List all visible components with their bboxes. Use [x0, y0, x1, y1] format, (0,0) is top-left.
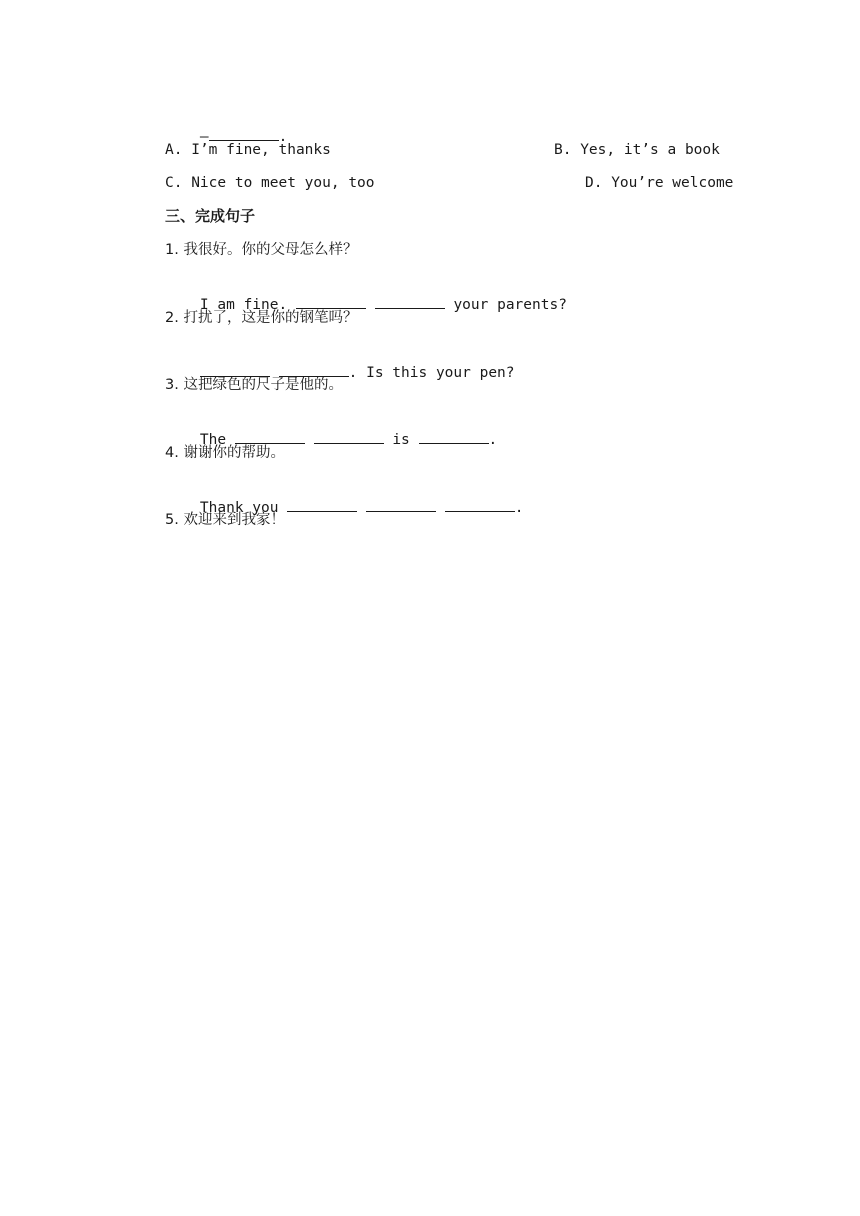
question-4-text-after: .: [514, 500, 524, 516]
question-1-text-before: I am fine.: [199, 297, 288, 313]
section-title: 三、完成句子: [165, 207, 256, 225]
question-4-blank-3[interactable]: [445, 497, 515, 512]
question-2-text-after: . Is this your pen?: [348, 365, 515, 381]
option-a: A. I’m fine, thanks: [165, 142, 331, 158]
question-4-text-before: Thank you: [199, 500, 279, 516]
option-c: C. Nice to meet you, too: [165, 175, 375, 191]
question-4-blank-1[interactable]: [287, 497, 357, 512]
option-b: B. Yes, it’s a book: [554, 142, 720, 158]
question-1-prompt: 1. 我很好。你的父母怎么样？: [165, 242, 358, 258]
question-1-blank-2[interactable]: [375, 294, 445, 309]
question-3-blank-3[interactable]: [419, 429, 489, 444]
question-3-prompt: 3. 这把绿色的尺子是他的。: [165, 377, 343, 393]
question-5-prompt: 5. 欢迎来到我家！: [165, 512, 285, 528]
question-3-text-after: .: [488, 432, 498, 448]
question-3-blank-2[interactable]: [314, 429, 384, 444]
question-3-text-mid: is: [392, 432, 410, 448]
question-3-blank-1[interactable]: [235, 429, 305, 444]
answer-end: .: [278, 129, 288, 145]
answer-blank[interactable]: [209, 126, 279, 141]
answer-dash: —: [199, 129, 209, 145]
option-d: D. You’re welcome: [585, 175, 734, 191]
question-4-blank-2[interactable]: [366, 497, 436, 512]
question-2-prompt: 2. 打扰了，这是你的钢笔吗？: [165, 310, 358, 326]
question-1-text-after: your parents?: [453, 297, 567, 313]
question-1-blank-1[interactable]: [296, 294, 366, 309]
question-3-text-before: The: [199, 432, 227, 448]
question-4-prompt: 4. 谢谢你的帮助。: [165, 445, 285, 461]
